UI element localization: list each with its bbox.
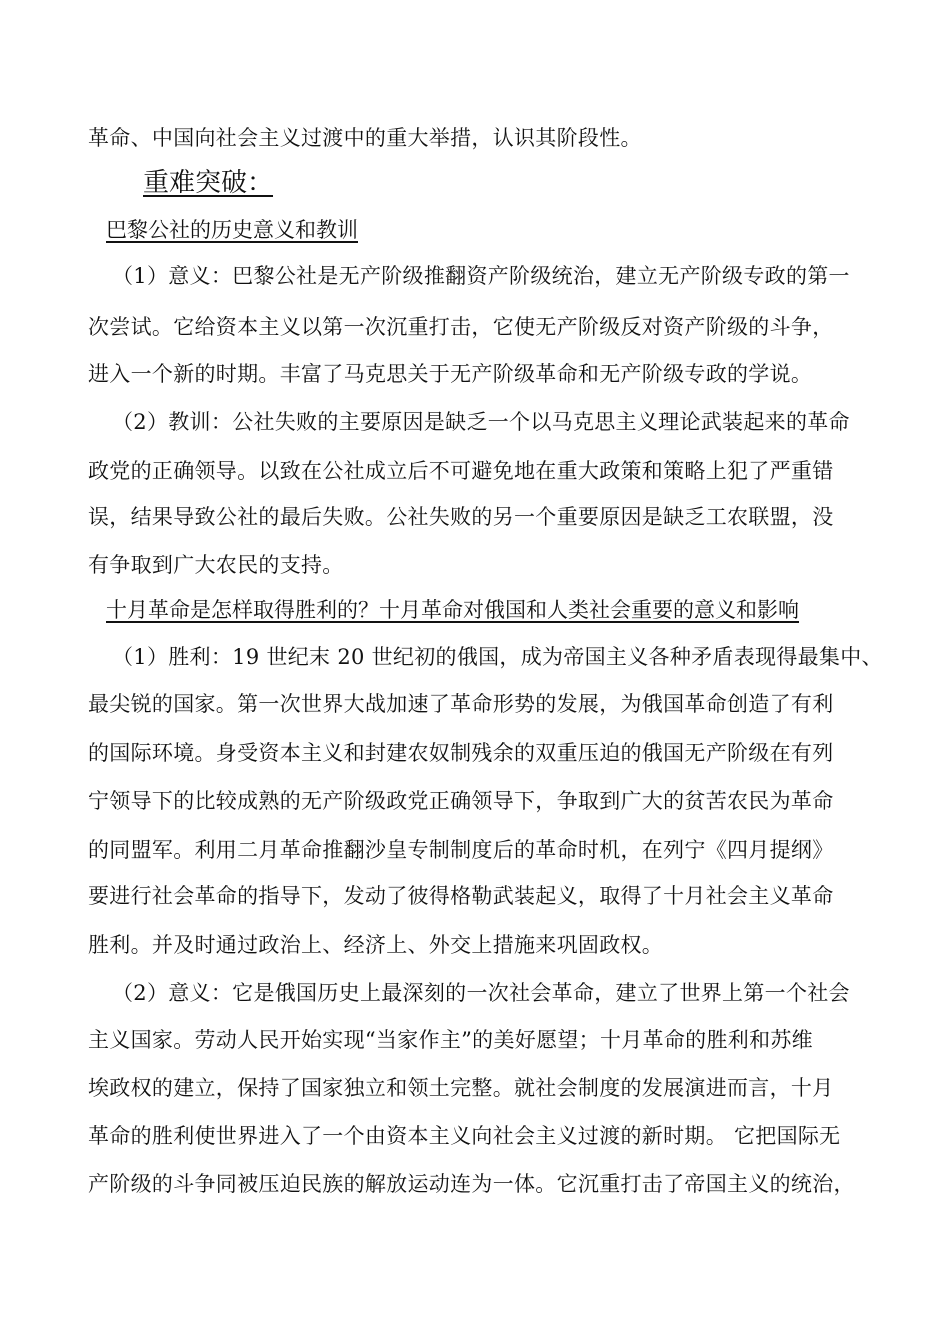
topic1-line: （1）意义：巴黎公社是无产阶级推翻资产阶级统治，建立无产阶级专政的第一: [112, 264, 850, 288]
topic2-line: 胜利。并及时通过政治上、经济上、外交上措施来巩固政权。: [88, 933, 664, 957]
topic2-line: （2）意义：它是俄国历史上最深刻的一次社会革命，建立了世界上第一个社会: [112, 981, 850, 1005]
topic1-line: 政党的正确领导。以致在公社成立后不可避免地在重大政策和策略上犯了严重错: [88, 459, 834, 483]
topic2-line: 革命的胜利使世界进入了一个由资本主义向社会主义过渡的新时期。 它把国际无: [88, 1124, 841, 1148]
topic2-title: 十月革命是怎样取得胜利的？十月革命对俄国和人类社会重要的意义和影响: [106, 598, 799, 622]
topic2-line: 的同盟军。利用二月革命推翻沙皇专制制度后的革命时机，在列宁《四月提纲》: [88, 838, 834, 862]
topic2-line: （1）胜利：19 世纪末 20 世纪初的俄国，成为帝国主义各种矛盾表现得最集中、: [112, 645, 883, 669]
topic2-line: 最尖锐的国家。第一次世界大战加速了革命形势的发展，为俄国革命创造了有利: [88, 692, 834, 716]
topic1-line: 有争取到广大农民的支持。: [88, 553, 344, 577]
section-heading: 重难突破：: [143, 168, 274, 198]
topic1-title: 巴黎公社的历史意义和教训: [106, 218, 358, 242]
topic1-line: （2）教训：公社失败的主要原因是缺乏一个以马克思主义理论武装起来的革命: [112, 410, 850, 434]
topic1-line: 误，结果导致公社的最后失败。公社失败的另一个重要原因是缺乏工农联盟，没: [88, 505, 834, 529]
topic1-line: 进入一个新的时期。丰富了马克思关于无产阶级革命和无产阶级专政的学说。: [88, 362, 813, 386]
intro-line: 革命、中国向社会主义过渡中的重大举措，认识其阶段性。: [88, 126, 642, 150]
topic2-line: 的国际环境。身受资本主义和封建农奴制残余的双重压迫的俄国无产阶级在有列: [88, 741, 834, 765]
topic2-line: 要进行社会革命的指导下，发动了彼得格勒武装起义，取得了十月社会主义革命: [88, 884, 834, 908]
topic2-line: 主义国家。劳动人民开始实现“当家作主”的美好愿望；十月革命的胜利和苏维: [88, 1028, 813, 1052]
topic2-line: 产阶级的斗争同被压迫民族的解放运动连为一体。它沉重打击了帝国主义的统治，: [88, 1172, 855, 1196]
topic2-line: 宁领导下的比较成熟的无产阶级政党正确领导下，争取到广大的贫苦农民为革命: [88, 789, 834, 813]
topic2-line: 埃政权的建立，保持了国家独立和领土完整。就社会制度的发展演进而言，十月: [88, 1076, 834, 1100]
topic1-line: 次尝试。它给资本主义以第一次沉重打击，它使无产阶级反对资产阶级的斗争，: [88, 315, 834, 339]
